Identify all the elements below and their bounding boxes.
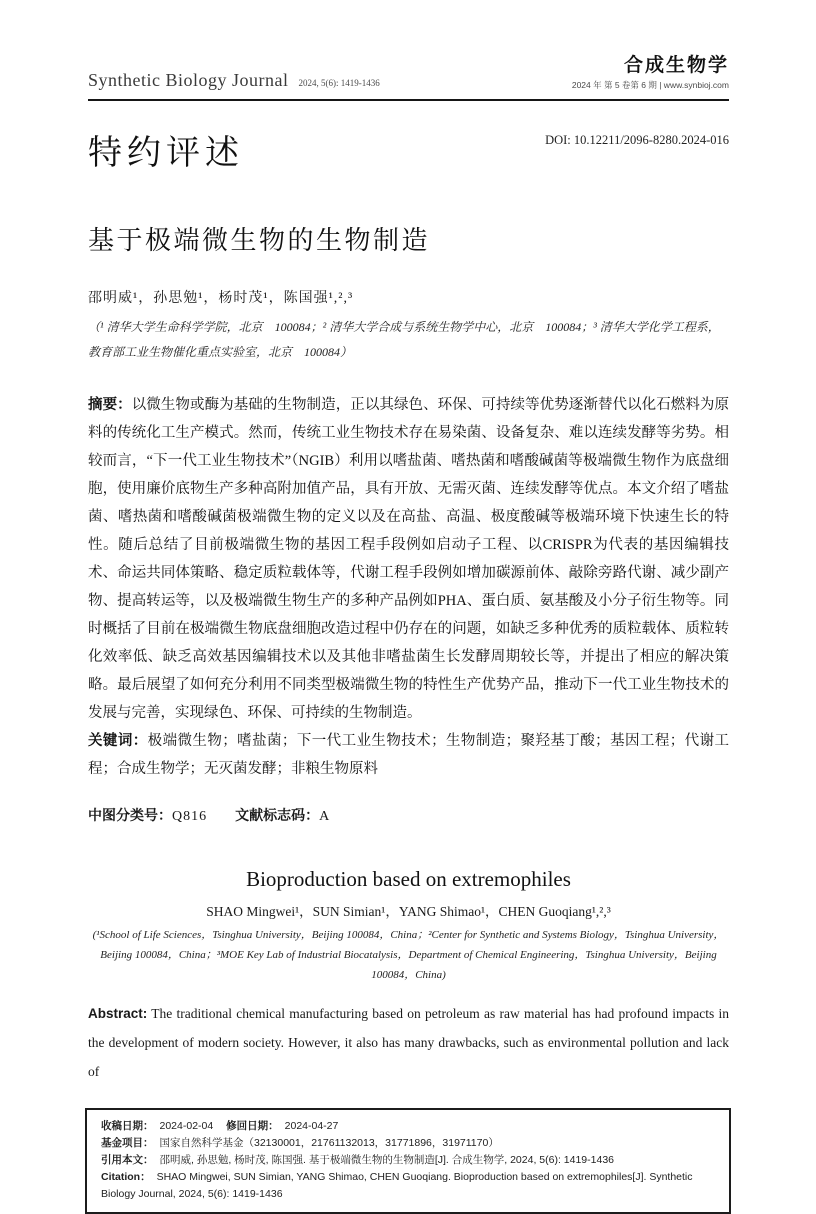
- abstract-text-cn: 以微生物或酶为基础的生物制造，正以其绿色、环保、可持续等优势逐渐替代以化石燃料为原料的传统化工生产模式。然而，传统工业生物技术存在易染菌、设备复杂、难以连续发酵等劣势。相较而言，“下一代工业生物技术”（NGIB）利用以嗜盐菌、嗜热菌和嗜酸碱菌等极端微生物作为底盘细胞，使用廉价底物生产多种高附加值产品，具有开放、无需灭菌、连续发酵等优点。本文介绍了嗜盐菌、嗜热菌和嗜酸碱菌极端微生物的定义以及在高盐、高温、极度酸碱等极端环境下快速生长的特性。随后总结了目前极端微生物的基因工程手段例如启动子工程、以CRISPR为代表的基因编辑技术、命运共同体策略、稳定质粒载体等，代谢工程手段例如增加碳源前体、敲除旁路代谢、减少副产物、提高转运等，以及极端微生物生产的多种产品例如PHA、蛋白质、氨基酸及小分子衍生物等。同时概括了目前在极端微生物底盘细胞改造过程中仍存在的问题，如缺乏多种优秀的质粒载体、质粒转化效率低、缺乏高效基因编辑技术以及其他非嗜盐菌生长发酵周期较长等，并提出了相应的解决策略。最后展望了如何充分利用不同类型极端微生物的特性生产优势产品，推动下一代工业生物技术的发展与完善，实现绿色、环保、可持续的生物制造。: [88, 397, 730, 721]
- journal-logo-cn: 合成生物学: [623, 55, 729, 76]
- fund-value: 国家自然科学基金（32130001，21761132013，31771896，31971170）: [159, 1137, 499, 1149]
- affiliations-en: (¹School of Life Sciences，Tsinghua University，Beijing 100084，China；²Center for Synthetic and Systems Biology，Tsinghua University，Beijing 100084，China；³MOE Key Lab of Industrial Biocatalysis，Department of Chemical Engineering，Tsinghua University，Beijing 100084，China): [92, 929, 725, 981]
- citation-label: Citation：: [101, 1171, 151, 1183]
- doc-code-value: A: [319, 809, 330, 824]
- keywords-cn: [88, 727, 729, 783]
- header-divider: [88, 99, 729, 101]
- clc-row: [88, 805, 729, 825]
- abstract-text-en: The traditional chemical manufacturing based on petroleum as raw material has had profound impacts in the development of modern society. However, it also has many drawbacks, such as environmental pollution and lack of: [88, 1006, 729, 1079]
- column-type-label: 特约评述: [88, 135, 244, 172]
- column-doi-row: [88, 125, 729, 174]
- fund-label: 基金项目：: [101, 1137, 154, 1149]
- received-value: 2024-02-04: [159, 1120, 214, 1132]
- doc-code-label: 文献标志码：: [235, 807, 320, 823]
- affiliations-cn: （¹ 清华大学生命科学学院，北京 100084；² 清华大学合成与系统生物学中心，北京 100084；³ 清华大学化学工程系，教育部工业生物催化重点实验室，北京 100084）: [88, 320, 720, 359]
- article-title-en: Bioproduction based on extremophiles: [246, 867, 571, 891]
- journal-name-en: Synthetic Biology Journal: [88, 70, 289, 90]
- cite-label: 引用本文：: [101, 1154, 154, 1166]
- revised-value: 2024-04-27: [284, 1120, 339, 1132]
- journal-header: [88, 50, 729, 91]
- cite-row: [101, 1152, 717, 1169]
- abstract-label-en: Abstract:: [88, 1006, 148, 1021]
- journal-header-right: [572, 50, 729, 91]
- cite-value: 邵明威, 孙思勉, 杨时茂, 陈国强. 基于极端微生物的生物制造[J]. 合成生物学, 2024, 5(6): 1419-1436: [159, 1154, 615, 1166]
- journal-header-left: [88, 70, 380, 91]
- keywords-text-cn: 极端微生物；嗜盐菌；下一代工业生物技术；生物制造；聚羟基丁酸；基因工程；代谢工程；合成生物学；无灭菌发酵；非粮生物原料: [88, 733, 730, 777]
- journal-issue-en: 2024, 5(6): 1419-1436: [298, 78, 380, 88]
- citation-value: SHAO Mingwei, SUN Simian, YANG Shimao, CHEN Guoqiang. Bioproduction based on extremophiles[J]. Synthetic Biology Journal, 2024, 5(6): 1419-1436: [101, 1171, 693, 1200]
- fund-row: [101, 1135, 717, 1152]
- authors-en: SHAO Mingwei¹，SUN Simian¹，YANG Shimao¹，CHEN Guoqiang¹,²,³: [206, 904, 611, 919]
- doi-text: DOI: 10.12211/2096-8280.2024-016: [545, 133, 729, 147]
- abstract-label-cn: 摘要：: [88, 397, 132, 413]
- received-label: 收稿日期：: [101, 1120, 154, 1132]
- revised-label: 修回日期：: [226, 1120, 279, 1132]
- footnote-box: [85, 1108, 731, 1214]
- clc-label: 中图分类号：: [88, 807, 172, 823]
- clc-value: Q816: [172, 809, 208, 824]
- authors-cn: 邵明威¹，孙思勉¹，杨时茂¹，陈国强¹,²,³: [88, 291, 354, 306]
- abstract-en: [88, 999, 729, 1086]
- keywords-label-cn: 关键词：: [88, 733, 148, 749]
- received-row: [101, 1118, 717, 1135]
- abstract-cn: [88, 391, 729, 727]
- journal-issue-cn: 2024 年 第 5 卷第 6 期 | www.synbioj.com: [571, 80, 729, 90]
- article-title-cn: 基于极端微生物的生物制造: [88, 226, 431, 255]
- citation-row: [101, 1169, 717, 1203]
